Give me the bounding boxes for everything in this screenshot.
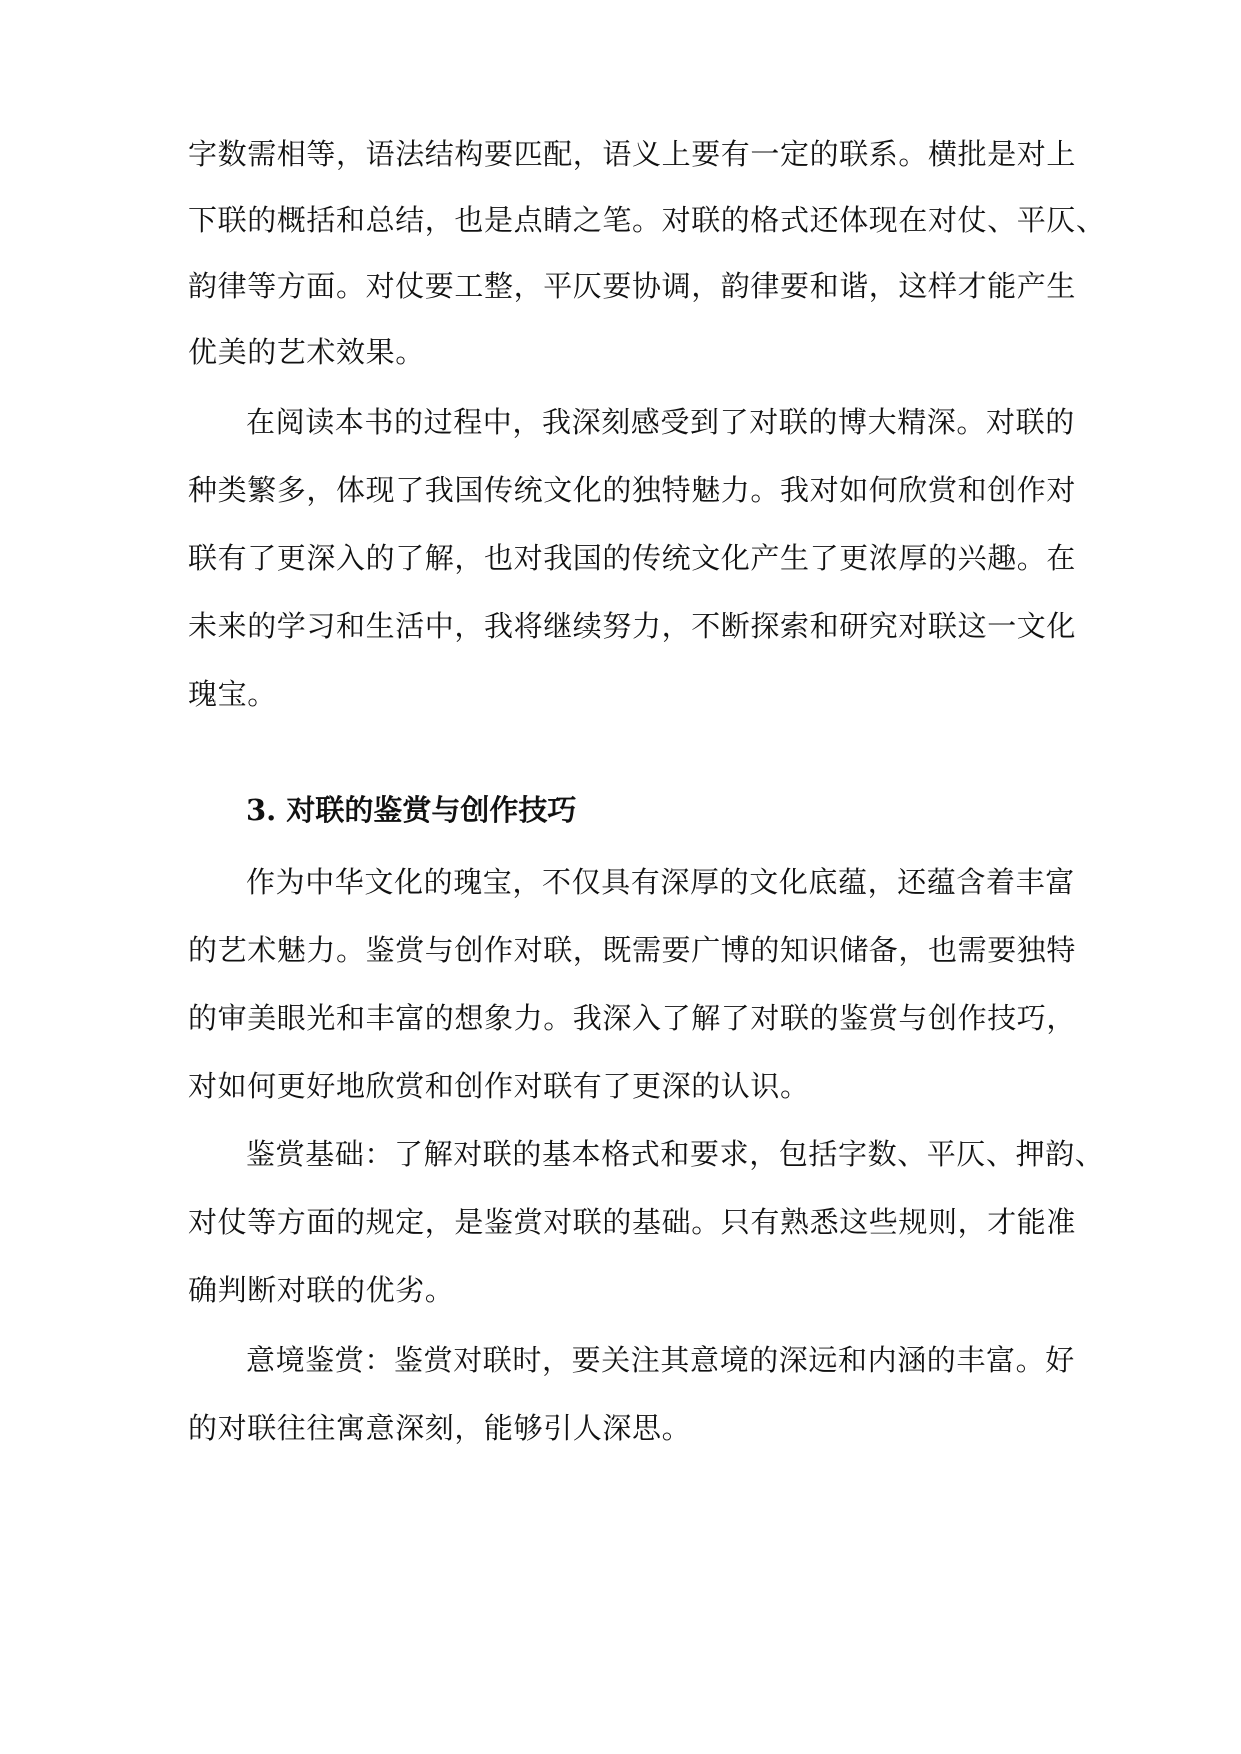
paragraph-line: 韵律等方面。对仗要工整，平仄要协调，韵律要和谐，这样才能产生 — [188, 269, 1077, 303]
paragraph-first-line: 鉴赏基础：了解对联的基本格式和要求，包括字数、平仄、押韵、 — [246, 1137, 1105, 1171]
paragraph-first-line: 作为中华文化的瑰宝，不仅具有深厚的文化底蕴，还蕴含着丰富 — [246, 865, 1075, 899]
paragraph-line: 对仗等方面的规定，是鉴赏对联的基础。只有熟悉这些规则，才能准 — [188, 1205, 1077, 1239]
paragraph-line: 的对联往往寓意深刻，能够引人深思。 — [188, 1411, 692, 1445]
paragraph-line: 种类繁多，体现了我国传统文化的独特魅力。我对如何欣赏和创作对 — [188, 473, 1077, 507]
paragraph-line: 的审美眼光和丰富的想象力。我深入了解了对联的鉴赏与创作技巧， — [188, 1001, 1077, 1035]
paragraph-line: 未来的学习和生活中，我将继续努力，不断探索和研究对联这一文化 — [188, 609, 1077, 643]
paragraph-line: 字数需相等，语法结构要匹配，语义上要有一定的联系。横批是对上 — [188, 137, 1077, 171]
paragraph-line: 对如何更好地欣赏和创作对联有了更深的认识。 — [188, 1069, 810, 1103]
paragraph-line: 联有了更深入的了解，也对我国的传统文化产生了更浓厚的兴趣。在 — [188, 541, 1077, 575]
paragraph-line: 优美的艺术效果。 — [188, 335, 425, 369]
paragraph-line: 确判断对联的优劣。 — [188, 1273, 455, 1307]
paragraph-line: 下联的概括和总结，也是点睛之笔。对联的格式还体现在对仗、平仄、 — [188, 203, 1106, 237]
paragraph-line: 的艺术魅力。鉴赏与创作对联，既需要广博的知识储备，也需要独特 — [188, 933, 1077, 967]
paragraph-first-line: 意境鉴赏：鉴赏对联时，要关注其意境的深远和内涵的丰富。好 — [246, 1343, 1075, 1377]
paragraph-line: 瑰宝。 — [188, 677, 277, 711]
section-heading: 3. 对联的鉴赏与创作技巧 — [246, 793, 577, 827]
paragraph-first-line: 在阅读本书的过程中，我深刻感受到了对联的博大精深。对联的 — [246, 405, 1075, 439]
